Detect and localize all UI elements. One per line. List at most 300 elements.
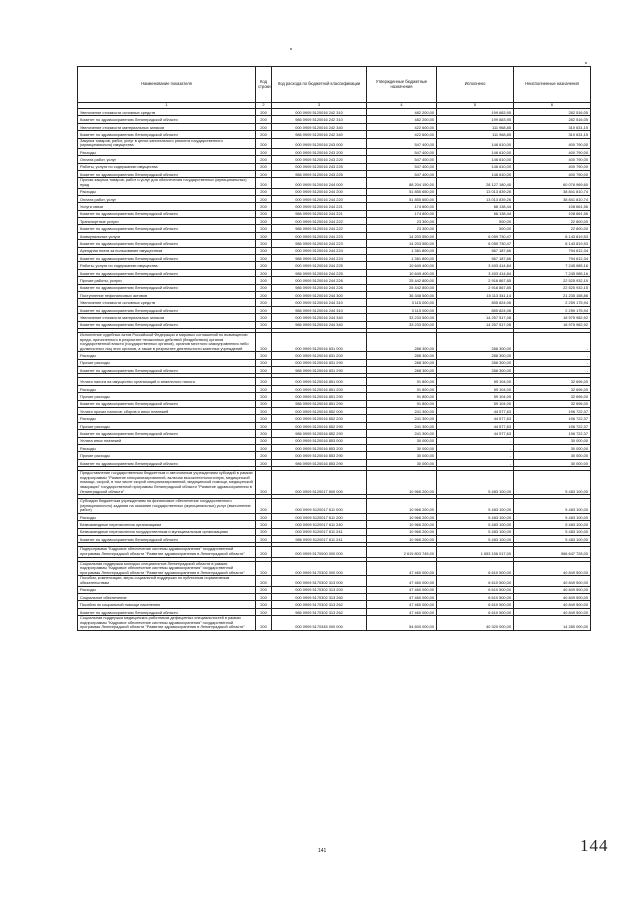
unexecuted-amount-cell: 30 000,00 — [514, 437, 591, 444]
table-row — [78, 499, 591, 514]
line-code-cell: 200 — [256, 385, 272, 392]
indicator-name-cell: Прочие расходы — [78, 422, 256, 429]
executed-amount-cell: 111 968,85 — [437, 123, 514, 130]
approved-amount-cell: 288 300,00 — [367, 332, 437, 351]
table-row — [78, 210, 591, 217]
budget-code-cell: 000 0909 5120016 851 290 — [272, 393, 367, 400]
unexecuted-amount-cell: 18 975 982,92 — [514, 321, 591, 328]
budget-code-cell: 986 0909 5120016 244 224 — [272, 255, 367, 262]
table-row — [78, 247, 591, 254]
unexecuted-amount-cell: 400 790,00 — [514, 148, 591, 155]
table-row — [78, 422, 591, 429]
executed-amount-cell: 146 610,00 — [437, 138, 514, 148]
executed-amount-cell: 66 138,44 — [437, 203, 514, 210]
executed-amount-cell: 28 127 180,40 — [437, 178, 514, 188]
line-code-cell: 200 — [256, 547, 272, 557]
unexecuted-amount-cell: 22 800,00 — [514, 218, 591, 225]
executed-amount-cell: 288 300,00 — [437, 359, 514, 366]
budget-code-cell: 000 0909 5120016 244 225 — [272, 262, 367, 269]
line-code-cell: 200 — [256, 321, 272, 328]
budget-code-cell: 000 0909 5170302 000 000 — [272, 561, 367, 576]
unexecuted-amount-cell: 32 696,00 — [514, 378, 591, 385]
table-row — [78, 459, 591, 466]
line-code-cell: 200 — [256, 616, 272, 631]
approved-amount-cell: 241 300,00 — [367, 430, 437, 437]
line-code-cell: 200 — [256, 608, 272, 615]
line-code-cell: 200 — [256, 188, 272, 195]
table-row — [78, 314, 591, 321]
executed-amount-cell: 3 403 414,84 — [437, 262, 514, 269]
table-row — [78, 408, 591, 415]
budget-code-cell: 000 0909 5120016 831 000 — [272, 332, 367, 351]
indicator-name-cell: Прочие расходы — [78, 393, 256, 400]
budget-code-cell: 000 0909 5120016 244 300 — [272, 291, 367, 298]
unexecuted-amount-cell: 40 849 500,00 — [514, 586, 591, 593]
line-code-cell: 200 — [256, 247, 272, 254]
executed-amount-cell: 5 483 100,00 — [437, 513, 514, 520]
indicator-name-cell: Расходы — [78, 188, 256, 195]
approved-amount-cell: 10 966 200,00 — [367, 521, 437, 528]
unexecuted-amount-cell: 108 661,56 — [514, 210, 591, 217]
unexecuted-amount-cell: 60 076 969,60 — [514, 178, 591, 188]
indicator-name-cell: Безвозмездные перечисления организациям — [78, 521, 256, 528]
executed-amount-cell: - — [437, 437, 514, 444]
budget-code-cell: 986 0909 5120016 244 221 — [272, 210, 367, 217]
line-code-cell: 200 — [256, 586, 272, 593]
stamped-page-number: 144 — [580, 836, 609, 855]
budget-code-cell: 000 0909 5120016 242 310 — [272, 109, 367, 116]
unexecuted-amount-cell: 5 483 100,00 — [514, 513, 591, 520]
executed-amount-cell: 6 610 500,00 — [437, 601, 514, 608]
unexecuted-amount-cell: 14 280 000,00 — [514, 616, 591, 631]
unexecuted-amount-cell: - — [514, 332, 591, 351]
indicator-name-cell: Прочие расходы — [78, 452, 256, 459]
indicator-name-cell: Арендная плата за пользование имуществом — [78, 247, 256, 254]
line-code-cell: 200 — [256, 195, 272, 202]
approved-amount-cell: 47 460 000,00 — [367, 586, 437, 593]
budget-code-cell: 986 0909 5120016 853 290 — [272, 459, 367, 466]
line-code-cell: 200 — [256, 123, 272, 130]
executed-amount-cell: 15 113 341,14 — [437, 291, 514, 298]
executed-amount-cell: 6 610 500,00 — [437, 576, 514, 586]
scan-speck — [290, 48, 292, 50]
unexecuted-amount-cell: 22 525 932,15 — [514, 284, 591, 291]
unexecuted-amount-cell: - — [514, 367, 591, 374]
unexecuted-amount-cell: 196 722,37 — [514, 430, 591, 437]
line-code-cell: 200 — [256, 444, 272, 451]
approved-amount-cell: 547 400,00 — [367, 156, 437, 163]
approved-amount-cell: 10 649 400,00 — [367, 269, 437, 276]
line-code-cell: 200 — [256, 178, 272, 188]
approved-amount-cell: 547 400,00 — [367, 148, 437, 155]
unexecuted-amount-cell: 22 800,00 — [514, 225, 591, 232]
line-code-cell: 200 — [256, 430, 272, 437]
executed-amount-cell: 1 653 156 017,00 — [437, 547, 514, 557]
approved-amount-cell: 547 400,00 — [367, 163, 437, 170]
approved-amount-cell: 288 300,00 — [367, 359, 437, 366]
executed-amount-cell: 59 104,00 — [437, 378, 514, 385]
line-code-cell: 200 — [256, 415, 272, 422]
executed-amount-cell: 146 610,00 — [437, 170, 514, 177]
column-number: 5 — [437, 103, 514, 109]
line-code-cell: 200 — [256, 359, 272, 366]
table-row — [78, 163, 591, 170]
approved-amount-cell: 88 204 150,00 — [367, 178, 437, 188]
indicator-name-cell: Расходы — [78, 415, 256, 422]
approved-amount-cell: 288 300,00 — [367, 367, 437, 374]
budget-code-cell: 986 0909 5120016 851 290 — [272, 400, 367, 407]
line-code-cell: 200 — [256, 499, 272, 514]
line-code-cell: 200 — [256, 452, 272, 459]
unexecuted-amount-cell: 7 245 985,16 — [514, 269, 591, 276]
table-row — [78, 188, 591, 195]
executed-amount-cell: 6 610 500,00 — [437, 586, 514, 593]
header-indicator-name: Наименование показателя — [78, 67, 256, 103]
approved-amount-cell: 547 400,00 — [367, 138, 437, 148]
unexecuted-amount-cell: 794 612,34 — [514, 255, 591, 262]
executed-amount-cell: - — [437, 452, 514, 459]
unexecuted-amount-cell: - — [514, 359, 591, 366]
executed-amount-cell: - — [437, 459, 514, 466]
line-code-cell: 200 — [256, 170, 272, 177]
budget-code-cell: 986 0909 5120016 852 290 — [272, 430, 367, 437]
approved-amount-cell: 10 966 200,00 — [367, 499, 437, 514]
budget-code-cell: 986 0909 5120016 244 225 — [272, 269, 367, 276]
indicator-name-cell: Комитет по здравоохранению Ленинградской области — [78, 321, 256, 328]
unexecuted-amount-cell: 40 849 500,00 — [514, 561, 591, 576]
approved-amount-cell: 47 460 000,00 — [367, 594, 437, 601]
table-row — [78, 601, 591, 608]
header-approved: Утвержденные бюджетные назначения — [367, 67, 437, 103]
executed-amount-cell: 5 483 100,00 — [437, 528, 514, 535]
line-code-cell: 200 — [256, 408, 272, 415]
budget-code-cell: 000 0909 5120016 244 226 — [272, 277, 367, 284]
line-code-cell: 200 — [256, 116, 272, 123]
table-row — [78, 277, 591, 284]
indicator-name-cell: Комитет по здравоохранению Ленинградской области — [78, 131, 256, 138]
table-row — [78, 528, 591, 535]
executed-amount-cell: 59 104,00 — [437, 393, 514, 400]
column-number: 4 — [367, 103, 437, 109]
approved-amount-cell: 10 649 400,00 — [367, 262, 437, 269]
budget-code-cell: 000 0909 5120016 244 340 — [272, 314, 367, 321]
line-code-cell: 200 — [256, 240, 272, 247]
unexecuted-amount-cell: 5 483 100,00 — [514, 471, 591, 495]
line-code-cell: 200 — [256, 156, 272, 163]
indicator-name-cell: Уплата прочих налогов, сборов и иных платежей — [78, 408, 256, 415]
indicator-name-cell: Исполнение судебных актов Российской Федерации и мировых соглашений по возмещению вреда, причиненного в результате незаконных действий (бездействия) органов государственной власти (государственных органов), органов местного самоуправления либо должностных лиц этих органов, а также в результате деятельности казенных учреждений — [78, 332, 256, 351]
indicator-name-cell: Безвозмездные перечисления государственным и муниципальным организациям — [78, 528, 256, 535]
budget-code-cell: 986 0909 5120016 244 222 — [272, 225, 367, 232]
indicator-name-cell: Увеличение стоимости основных средств — [78, 109, 256, 116]
approved-amount-cell: 23 300,00 — [367, 218, 437, 225]
table-row — [78, 594, 591, 601]
table-row — [78, 116, 591, 123]
line-code-cell: 200 — [256, 163, 272, 170]
indicator-name-cell: Комитет по здравоохранению Ленинградской области — [78, 400, 256, 407]
budget-code-cell: 000 0909 5120016 852 290 — [272, 422, 367, 429]
executed-amount-cell: 199 683,95 — [437, 109, 514, 116]
indicator-name-cell: Увеличение стоимости материальных запасов — [78, 123, 256, 130]
executed-amount-cell: 146 610,00 — [437, 148, 514, 155]
executed-amount-cell: 44 577,63 — [437, 430, 514, 437]
approved-amount-cell: 10 966 200,00 — [367, 528, 437, 535]
budget-code-cell: 000 0909 5170302 313 262 — [272, 601, 367, 608]
budget-code-cell: 000 0909 5120016 831 290 — [272, 359, 367, 366]
executed-amount-cell: 13 013 839,26 — [437, 188, 514, 195]
budget-code-cell: 000 0909 5170345 000 000 — [272, 616, 367, 631]
indicator-name-cell: Социальная поддержка медицинских работников дефицитных специальностей в рамках подпрограммы "Кадровое обеспечение системы здравоохранения" государственной программы Ленинградской области "Развитие здравоохранения в Ленинградской области" — [78, 616, 256, 631]
indicator-name-cell: Комитет по здравоохранению Ленинградской области — [78, 284, 256, 291]
unexecuted-amount-cell: 22 525 932,15 — [514, 277, 591, 284]
executed-amount-cell: 66 138,44 — [437, 210, 514, 217]
line-code-cell: 200 — [256, 576, 272, 586]
table-row — [78, 131, 591, 138]
indicator-name-cell: Комитет по здравоохранению Ленинградской области — [78, 306, 256, 313]
line-code-cell: 200 — [256, 262, 272, 269]
unexecuted-amount-cell: 21 235 158,86 — [514, 291, 591, 298]
table-row — [78, 536, 591, 543]
approved-amount-cell: 174 800,00 — [367, 203, 437, 210]
table-row — [78, 255, 591, 262]
budget-code-cell: 000 0909 5120016 243 200 — [272, 148, 367, 155]
approved-amount-cell: 14 203 550,00 — [367, 232, 437, 239]
budget-code-cell: 000 0909 5120016 244 310 — [272, 299, 367, 306]
line-code-cell: 200 — [256, 601, 272, 608]
budget-code-cell: 986 0909 5120016 243 225 — [272, 170, 367, 177]
indicator-name-cell: Поступление нефинансовых активов — [78, 291, 256, 298]
approved-amount-cell: 10 966 200,00 — [367, 513, 437, 520]
table-row — [78, 148, 591, 155]
unexecuted-amount-cell: 5 483 100,00 — [514, 528, 591, 535]
unexecuted-amount-cell: 30 000,00 — [514, 452, 591, 459]
unexecuted-amount-cell: 38 841 810,74 — [514, 195, 591, 202]
line-code-cell: 200 — [256, 400, 272, 407]
unexecuted-amount-cell: 8 143 819,53 — [514, 232, 591, 239]
table-row — [78, 608, 591, 615]
approved-amount-cell: 14 203 550,00 — [367, 240, 437, 247]
column-number: 6 — [514, 103, 591, 109]
table-row — [78, 291, 591, 298]
budget-code-cell: 986 0909 5120016 242 310 — [272, 116, 367, 123]
unexecuted-amount-cell: - — [514, 352, 591, 359]
budget-code-cell: 000 0909 5120016 243 225 — [272, 163, 367, 170]
unexecuted-amount-cell: 40 849 500,00 — [514, 594, 591, 601]
executed-amount-cell: - — [437, 444, 514, 451]
table-row — [78, 471, 591, 495]
line-code-cell: 200 — [256, 314, 272, 321]
table-row — [78, 393, 591, 400]
approved-amount-cell: 30 000,00 — [367, 459, 437, 466]
unexecuted-amount-cell: 30 000,00 — [514, 444, 591, 451]
line-code-cell: 200 — [256, 594, 272, 601]
table-row — [78, 262, 591, 269]
executed-amount-cell: 14 257 517,08 — [437, 321, 514, 328]
line-code-cell: 200 — [256, 269, 272, 276]
approved-amount-cell: 10 966 200,00 — [367, 471, 437, 495]
indicator-name-cell: Расходы — [78, 444, 256, 451]
unexecuted-amount-cell: 32 696,00 — [514, 400, 591, 407]
table-row — [78, 378, 591, 385]
page-number: 141 — [318, 848, 327, 854]
executed-amount-cell: 14 257 517,08 — [437, 314, 514, 321]
executed-amount-cell: 5 483 100,00 — [437, 499, 514, 514]
indicator-name-cell: Работы, услуги по содержанию имущества — [78, 163, 256, 170]
approved-amount-cell: 30 000,00 — [367, 452, 437, 459]
budget-code-cell: 000 0909 5120016 243 220 — [272, 156, 367, 163]
executed-amount-cell: 5 483 100,00 — [437, 471, 514, 495]
table-row — [78, 123, 591, 130]
budget-code-cell: 000 0909 5120016 244 222 — [272, 218, 367, 225]
approved-amount-cell: 33 233 500,00 — [367, 314, 437, 321]
indicator-name-cell: Оплата работ, услуг — [78, 195, 256, 202]
line-code-cell: 200 — [256, 277, 272, 284]
unexecuted-amount-cell: 7 245 985,16 — [514, 262, 591, 269]
indicator-name-cell: Комитет по здравоохранению Ленинградской области — [78, 255, 256, 262]
budget-code-cell: 000 0909 5120016 243 000 — [272, 138, 367, 148]
table-row — [78, 321, 591, 328]
table-row — [78, 561, 591, 576]
approved-amount-cell: 47 460 000,00 — [367, 561, 437, 576]
table-row — [78, 170, 591, 177]
indicator-name-cell: Субсидии бюджетным учреждениям на финансовое обеспечение государственного (муниципального) задания на оказание государственных (муниципальных) услуг (выполнение работ) — [78, 499, 256, 514]
unexecuted-amount-cell: 196 722,37 — [514, 422, 591, 429]
budget-code-cell: 986 0909 5170302 313 262 — [272, 608, 367, 615]
table-row — [78, 367, 591, 374]
indicator-name-cell: Предоставление государственным бюджетным и автономным учреждениям субсидий в рамках подпрограммы "Развитие специализированной, включая высокотехнологичную, медицинской помощи, скорой, в том числе скорой специализированной, медицинской помощи, медицинской эвакуации" государственной программы Ленинградской области "Развитие здравоохранения в Ленинградской области" — [78, 471, 256, 495]
unexecuted-amount-cell: 40 849 500,00 — [514, 576, 591, 586]
header-budget-code: Код расхода по бюджетной классификации — [272, 67, 367, 103]
budget-code-cell: 000 0909 5120016 244 224 — [272, 247, 367, 254]
line-code-cell: 200 — [256, 528, 272, 535]
unexecuted-amount-cell: 5 483 100,00 — [514, 536, 591, 543]
approved-amount-cell: 91 800,00 — [367, 400, 437, 407]
unexecuted-amount-cell: 966 647 728,00 — [514, 547, 591, 557]
executed-amount-cell: 6 059 730,47 — [437, 232, 514, 239]
table-row — [78, 359, 591, 366]
indicator-name-cell: Расходы — [78, 586, 256, 593]
executed-amount-cell: 288 300,00 — [437, 332, 514, 351]
unexecuted-amount-cell: 196 722,37 — [514, 408, 591, 415]
executed-amount-cell: 59 104,00 — [437, 385, 514, 392]
executed-amount-cell: 3 403 414,84 — [437, 269, 514, 276]
approved-amount-cell: 91 800,00 — [367, 385, 437, 392]
budget-code-cell: 986 0909 5120016 244 340 — [272, 321, 367, 328]
table-row — [78, 178, 591, 188]
unexecuted-amount-cell: 794 612,34 — [514, 247, 591, 254]
executed-amount-cell: 567 187,66 — [437, 255, 514, 262]
indicator-name-cell: Комитет по здравоохранению Ленинградской области — [78, 459, 256, 466]
unexecuted-amount-cell: 2 259 175,94 — [514, 306, 591, 313]
approved-amount-cell: 10 966 200,00 — [367, 536, 437, 543]
line-code-cell: 200 — [256, 284, 272, 291]
executed-amount-cell: 111 968,85 — [437, 131, 514, 138]
indicator-name-cell: Подпрограмма "Кадровое обеспечение системы здравоохранения" государственной программы Ленинградской области "Развитие здравоохранения в Ленинградской области" — [78, 547, 256, 557]
approved-amount-cell: 422 600,00 — [367, 131, 437, 138]
budget-code-cell: 000 0909 5120016 853 200 — [272, 444, 367, 451]
budget-code-cell: 000 0909 5120016 244 000 — [272, 178, 367, 188]
table-row — [78, 109, 591, 116]
executed-amount-cell: 855 824,06 — [437, 306, 514, 313]
line-code-cell: 200 — [256, 131, 272, 138]
indicator-name-cell: Комитет по здравоохранению Ленинградской области — [78, 269, 256, 276]
budget-code-cell: 000 0909 5120016 851 000 — [272, 378, 367, 385]
approved-amount-cell: 51 855 650,00 — [367, 188, 437, 195]
indicator-name-cell: Расходы — [78, 352, 256, 359]
line-code-cell: 200 — [256, 422, 272, 429]
unexecuted-amount-cell: 108 661,56 — [514, 203, 591, 210]
table-row — [78, 232, 591, 239]
budget-code-cell: 000 0909 5120017 611 240 — [272, 521, 367, 528]
unexecuted-amount-cell: 2 259 175,94 — [514, 299, 591, 306]
line-code-cell: 200 — [256, 218, 272, 225]
table-row — [78, 400, 591, 407]
indicator-name-cell: Комитет по здравоохранению Ленинградской области — [78, 170, 256, 177]
indicator-name-cell: Оплата работ, услуг — [78, 156, 256, 163]
unexecuted-amount-cell: 196 722,37 — [514, 415, 591, 422]
executed-amount-cell: 288 300,00 — [437, 367, 514, 374]
approved-amount-cell: 36 348 500,00 — [367, 291, 437, 298]
budget-code-cell: 986 0909 5120017 611 241 — [272, 536, 367, 543]
approved-amount-cell: 1 361 800,00 — [367, 255, 437, 262]
budget-code-cell: 000 0909 5120016 244 220 — [272, 195, 367, 202]
indicator-name-cell: Комитет по здравоохранению Ленинградской области — [78, 608, 256, 615]
column-number: 3 — [272, 103, 367, 109]
approved-amount-cell: 91 800,00 — [367, 378, 437, 385]
executed-amount-cell: 44 577,63 — [437, 408, 514, 415]
table-row — [78, 385, 591, 392]
indicator-name-cell: Расходы — [78, 148, 256, 155]
executed-amount-cell: 44 577,63 — [437, 415, 514, 422]
header-executed: Исполнено — [437, 67, 514, 103]
line-code-cell: 200 — [256, 536, 272, 543]
approved-amount-cell: 51 855 650,00 — [367, 195, 437, 202]
executed-amount-cell: 146 610,00 — [437, 156, 514, 163]
table-row — [78, 225, 591, 232]
approved-amount-cell: 91 800,00 — [367, 393, 437, 400]
table-row — [78, 452, 591, 459]
line-code-cell: 200 — [256, 352, 272, 359]
budget-code-cell: 986 0909 5120016 244 226 — [272, 284, 367, 291]
unexecuted-amount-cell: 400 790,00 — [514, 170, 591, 177]
unexecuted-amount-cell: 400 790,00 — [514, 156, 591, 163]
indicator-name-cell: Комитет по здравоохранению Ленинградской области — [78, 536, 256, 543]
executed-amount-cell: 6 610 500,00 — [437, 608, 514, 615]
approved-amount-cell: 47 460 000,00 — [367, 608, 437, 615]
table-row — [78, 156, 591, 163]
indicator-name-cell: Пособия по социальной помощи населению — [78, 601, 256, 608]
indicator-name-cell: Уплата налога на имущество организаций и земельного налога — [78, 378, 256, 385]
indicator-name-cell: Расходы — [78, 513, 256, 520]
table-row — [78, 306, 591, 313]
indicator-name-cell: Увеличение стоимости основных средств — [78, 299, 256, 306]
line-code-cell: 200 — [256, 471, 272, 495]
budget-code-cell: 000 0909 5170000 000 000 — [272, 547, 367, 557]
table-row — [78, 415, 591, 422]
unexecuted-amount-cell: 30 000,00 — [514, 459, 591, 466]
line-code-cell: 200 — [256, 393, 272, 400]
line-code-cell: 200 — [256, 513, 272, 520]
table-row — [78, 195, 591, 202]
indicator-name-cell: Прочие работы, услуги — [78, 277, 256, 284]
executed-amount-cell: 59 104,00 — [437, 400, 514, 407]
indicator-name-cell: Пособия, компенсации, меры социальной поддержки по публичным нормативным обязательствам — [78, 576, 256, 586]
indicator-name-cell: Уплата иных платежей — [78, 437, 256, 444]
budget-code-cell: 000 0909 5120016 852 200 — [272, 415, 367, 422]
line-code-cell: 200 — [256, 291, 272, 298]
indicator-name-cell: Расходы — [78, 385, 256, 392]
approved-amount-cell: 30 000,00 — [367, 444, 437, 451]
